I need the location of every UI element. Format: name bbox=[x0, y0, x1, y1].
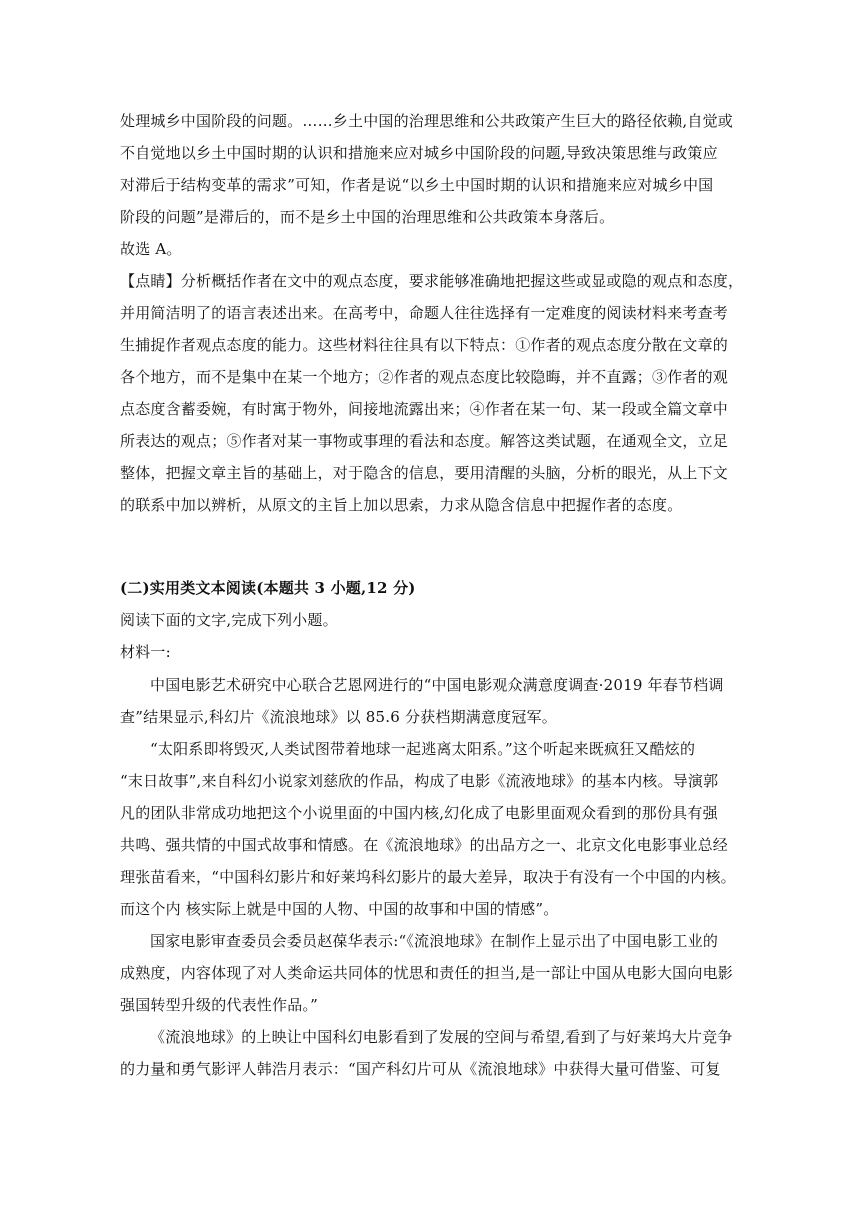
text-line: 处理城乡中国阶段的问题。……乡土中国的治理思维和公共政策产生巨大的路径依赖,自觉或 bbox=[120, 112, 733, 130]
text-line: 国家电影审查委员会委员赵葆华表示:“《流浪地球》在制作上显示出了中国电影工业的 bbox=[150, 932, 719, 950]
text-line: 点态度含蓄委婉，有时寓于物外，间接地流露出来；④作者在某一句、某一段或全篇文章中 bbox=[120, 400, 729, 418]
text-line: 的联系中加以辨析，从原文的主旨上加以思索，力求从隐含信息中把握作者的态度。 bbox=[120, 496, 683, 514]
text-line: “太阳系即将毁灭,人类试图带着地球一起逃离太阳系。”这个听起来既疯狂又酷炫的 bbox=[150, 740, 696, 758]
text-line: 阶段的问题”是滞后的，而不是乡土中国的治理思维和公共政策本身落后。 bbox=[120, 208, 615, 226]
text-line: 的力量和勇气影评人韩浩月表示：“国产科幻片可从《流浪地球》中获得大量可借鉴、可复 bbox=[120, 1060, 721, 1078]
text-line: 理张苗看来，“中国科幻影片和好莱坞科幻影片的最大差异，取决于有没有一个中国的内核。 bbox=[120, 868, 736, 886]
material-label: 材料一: bbox=[120, 643, 171, 661]
text-line: 强国转型升级的代表性作品。” bbox=[120, 996, 318, 1014]
text-line: 对滞后于结构变革的需求”可知，作者是说“以乡土中国时期的认识和措施来应对城乡中国 bbox=[120, 176, 714, 194]
text-line: 生捕捉作者观点态度的能力。这些材料往往具有以下特点：①作者的观点态度分散在文章的 bbox=[120, 336, 729, 354]
answer-choice: 故选 A。 bbox=[120, 240, 182, 258]
text-line: 所表达的观点；⑤作者对某一事物或事理的看法和态度。解答这类试题，在通观全文，立足 bbox=[120, 432, 729, 450]
text-line: 不自觉地以乡土中国时期的认识和措施来应对城乡中国阶段的问题,导致决策思维与政策应 bbox=[120, 144, 718, 162]
text-line: 并用简洁明了的语言表述出来。在高考中，命题人往往选择有一定难度的阅读材料来考查考 bbox=[120, 304, 729, 322]
text-line: 查”结果显示,科幻片《流浪地球》以 85.6 分获档期满意度冠军。 bbox=[120, 708, 557, 726]
section-heading: (二)实用类文本阅读(本题共 3 小题,12 分) bbox=[120, 579, 416, 597]
tip-line: 【点睛】分析概括作者在文中的观点态度，要求能够准确地把握这些或显或隐的观点和态度， bbox=[120, 272, 744, 290]
text-line: 而这个内 核实际上就是中国的人物、中国的故事和中国的情感”。 bbox=[120, 900, 559, 918]
instruction: 阅读下面的文字,完成下列小题。 bbox=[120, 611, 338, 629]
text-line: “末日故事”,来自科幻小说家刘慈欣的作品，构成了电影《流液地球》的基本内核。导演郭 bbox=[120, 772, 719, 790]
text-line: 成熟度，内容体现了对人类命运共同体的忧思和责任的担当,是一部让中国从电影大国向电影 bbox=[120, 964, 733, 982]
text-line: 整体，把握文章主旨的基础上，对于隐含的信息，要用清醒的头脑，分析的眼光，从上下文 bbox=[120, 464, 729, 482]
text-line: 中国电影艺术研究中心联合艺恩网进行的“中国电影观众满意度调查·2019 年春节档调 bbox=[150, 676, 724, 694]
text-line: 《流浪地球》的上映让中国科幻电影看到了发展的空间与希望,看到了与好莱坞大片竞争 bbox=[150, 1028, 733, 1046]
text-line: 各个地方，而不是集中在某一个地方；②作者的观点态度比较隐晦，并不直露；③作者的观 bbox=[120, 368, 729, 386]
text-line: 共鸣、强共情的中国式故事和情感。在《流浪地球》的出品方之一、北京文化电影事业总经 bbox=[120, 836, 729, 854]
text-line: 凡的团队非常成功地把这个小说里面的中国内核,幻化成了电影里面观众看到的那份具有强 bbox=[120, 804, 718, 822]
